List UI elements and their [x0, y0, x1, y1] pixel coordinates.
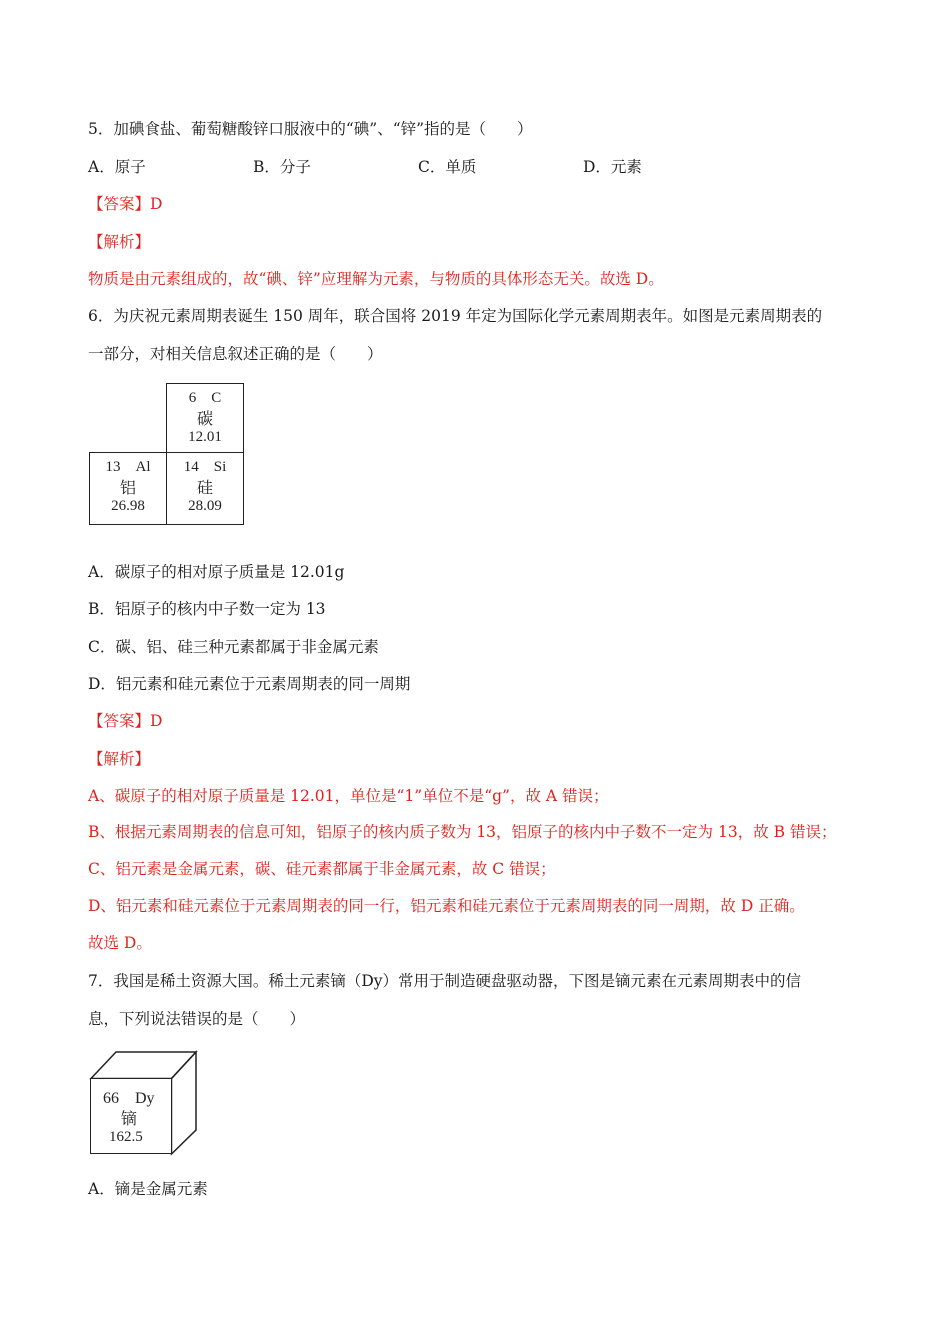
q6-stem-line-1: 6．为庆祝元素周期表诞生 150 周年，联合国将 2019 年定为国际化学元素周期表年。如图是元素周期表的: [88, 307, 823, 325]
q5-analysis-line: 物质是由元素组成的，故“碘、锌”应理解为元素，与物质的具体形态无关。故选 D。: [88, 270, 664, 288]
q5-analysis-label: 【解析】: [88, 233, 151, 251]
element-cube-dysprosium: [88, 1050, 200, 1156]
q7-stem-line-1: 7．我国是稀土资源大国。稀土元素镝（Dy）常用于制造硬盘驱动器，下图是镝元素在元素周期表中的信: [88, 972, 802, 990]
element-header: 6 C: [188, 390, 222, 406]
q6-option-d: D．铝元素和硅元素位于元素周期表的同一周期: [88, 675, 411, 693]
q6-analysis-conclusion: 故选 D。: [88, 934, 152, 952]
element-header: 66 Dy: [103, 1090, 155, 1107]
element-mass: 28.09: [188, 498, 222, 514]
element-mass: 26.98: [111, 498, 145, 514]
q6-stem-line-2: 一部分，对相关信息叙述正确的是（ ）: [88, 345, 383, 363]
q6-answer: 【答案】D: [88, 712, 163, 730]
q6-option-b: B．铝原子的核内中子数一定为 13: [88, 600, 326, 618]
element-name: 镝: [121, 1111, 138, 1128]
q6-analysis-d: D、铝元素和硅元素位于元素周期表的同一行，铝元素和硅元素位于元素周期表的同一周期，故 D 正确。: [88, 897, 805, 915]
element-header: 14 Si: [183, 459, 227, 475]
q5-stem: 5．加碘食盐、葡萄糖酸锌口服液中的“碘”、“锌”指的是（ ）: [88, 120, 533, 138]
q6-analysis-label: 【解析】: [88, 750, 151, 768]
q7-stem-line-2: 息，下列说法错误的是（ ）: [88, 1010, 306, 1028]
q5-answer: 【答案】D: [88, 195, 163, 213]
q5-option-b: B．分子: [253, 158, 311, 176]
q7-option-a: A．镝是金属元素: [88, 1180, 208, 1198]
element-name: 碳: [196, 411, 213, 428]
element-name: 硅: [196, 480, 213, 497]
q6-analysis-b: B、根据元素周期表的信息可知，铝原子的核内质子数为 13，铝原子的核内中子数不一定为 13，故 B 错误；: [88, 823, 837, 841]
q6-option-c: C．碳、铝、硅三种元素都属于非金属元素: [88, 638, 379, 656]
q5-option-c: C．单质: [418, 158, 477, 176]
element-name: 铝: [119, 480, 136, 497]
element-cell-aluminum: [89, 452, 167, 525]
element-mass: 12.01: [188, 429, 222, 445]
q6-analysis-c: C、铝元素是金属元素，碳、硅元素都属于非金属元素，故 C 错误；: [88, 860, 556, 878]
element-cell-silicon: [166, 452, 244, 525]
q6-analysis-a: A、碳原子的相对原子质量是 12.01，单位是“1”单位不是“g”，故 A 错误；: [88, 787, 609, 805]
element-header: 13 Al: [105, 459, 151, 475]
element-cell-carbon: [166, 383, 244, 453]
q5-option-a: A．原子: [88, 158, 146, 176]
element-mass: 162.5: [109, 1129, 143, 1145]
element-cube-face: [90, 1078, 172, 1154]
q6-option-a: A．碳原子的相对原子质量是 12.01g: [88, 563, 345, 581]
q5-option-d: D．元素: [583, 158, 642, 176]
